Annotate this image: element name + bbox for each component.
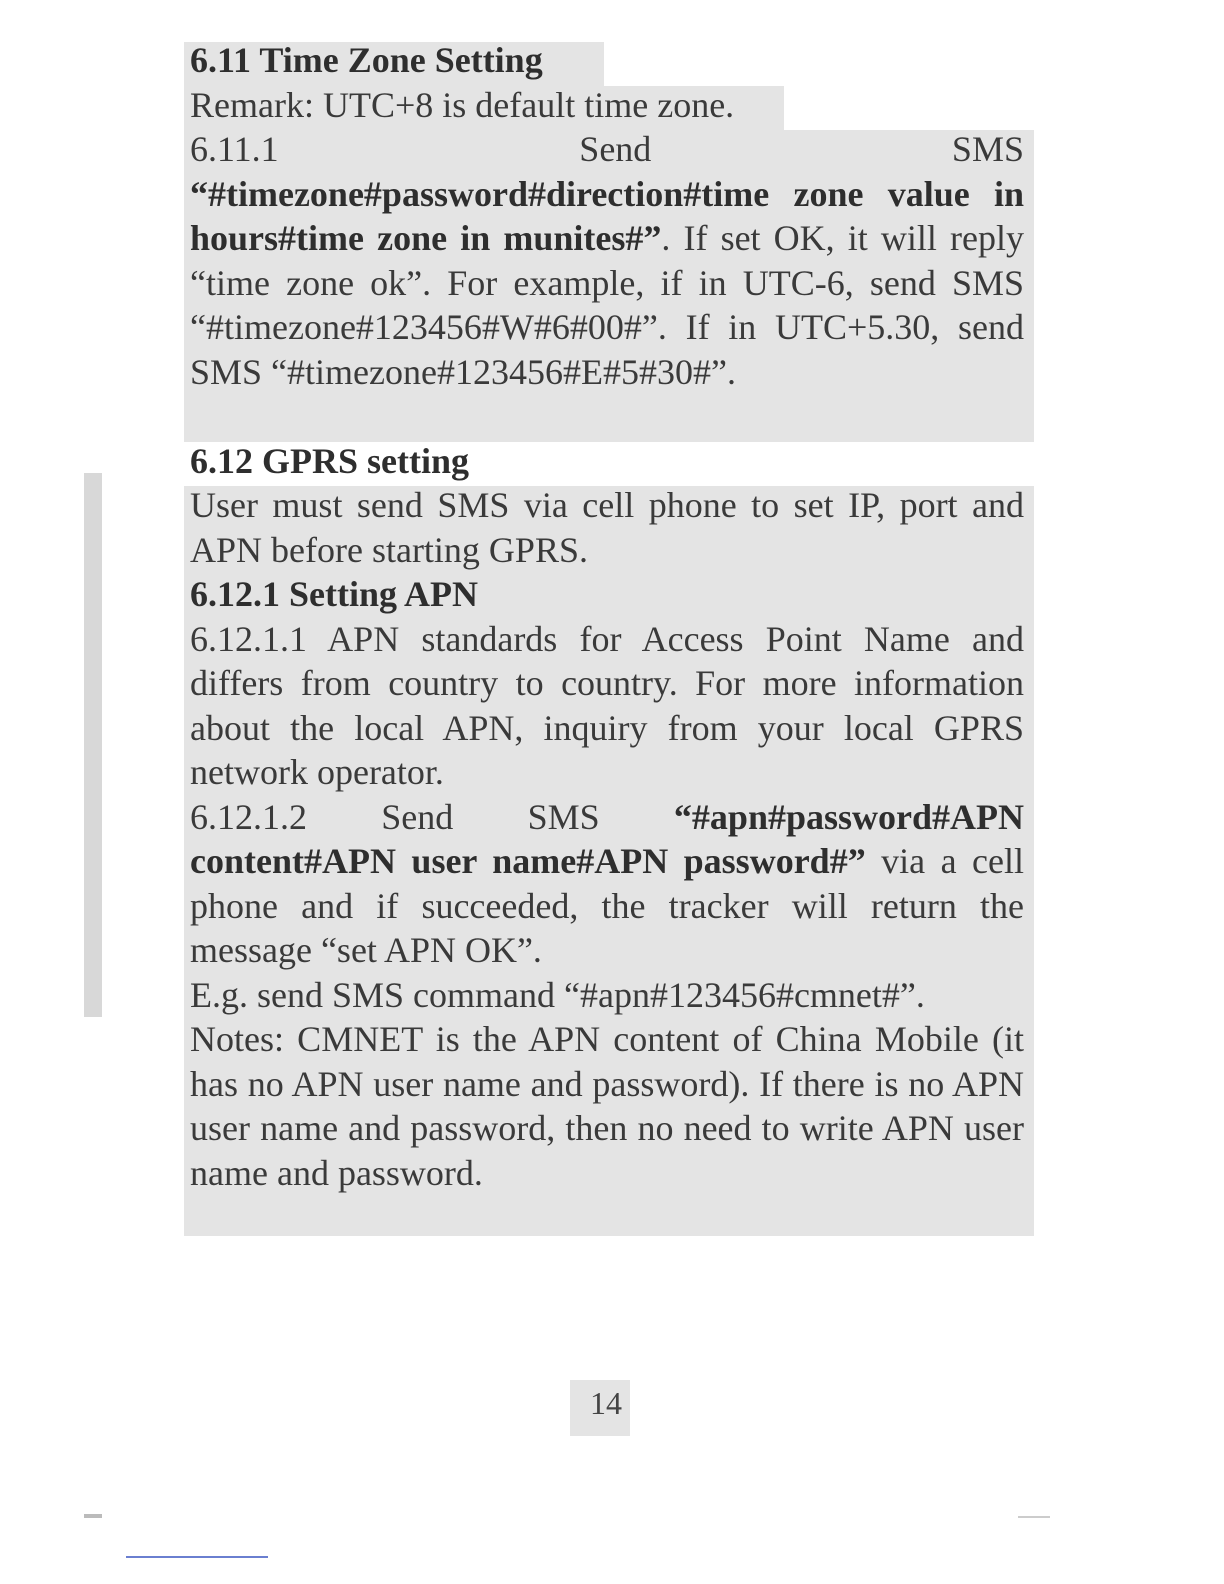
section-heading-6-11: 6.11 Time Zone Setting [190, 40, 543, 80]
page-edge-bar [84, 473, 102, 1017]
timezone-explanation: . If set OK, it will reply “time zone ok”. For example, if in UTC-6, send SMS “#timezone#123456#W#6#00#”. If in UTC+5.30, send SMS “#timezone#123456#E#5#30#”. [190, 218, 1024, 392]
remark-text: Remark: UTC+8 is default time zone. [190, 84, 735, 125]
send-word: Send [579, 129, 652, 169]
footer-underline [126, 1556, 268, 1558]
scan-mark [1018, 1516, 1050, 1518]
timezone-command: “#timezone#password#direction#time zone value in hours#time zone in munites#” [190, 173, 1024, 258]
page-number: 14 [590, 1385, 622, 1421]
document-body [190, 38, 1024, 1195]
gprs-intro: User must send SMS via cell phone to set IP, port and APN before starting GPRS. [190, 485, 1024, 570]
timezone-paragraph [190, 172, 1024, 395]
subheading-6-12-1: 6.12.1 Setting APN [190, 574, 478, 614]
apn-prefix: 6.12.1.2 Send SMS [190, 796, 674, 837]
sms-word: SMS [951, 129, 1024, 169]
apn-paragraph-2 [190, 795, 1024, 973]
apn-suffix: via a cell phone and if succeeded, the tracker will return the message “set APN OK”. [190, 841, 1024, 970]
apn-notes: Notes: CMNET is the APN content of China Mobile (it has no APN user name and password). If there is no APN user name and password, then no need to write APN user name and password. [190, 1019, 1024, 1193]
section-heading-6-12: 6.12 GPRS setting [190, 440, 469, 481]
apn-command: “#apn#password#APN content#APN user name#APN password#” [190, 796, 1024, 881]
apn-paragraph-1: 6.12.1.1 APN standards for Access Point Name and differs from country to country. For more information about the local APN, inquiry from your local GPRS network operator. [190, 618, 1024, 792]
apn-example: E.g. send SMS command “#apn#123456#cmnet#”. [190, 974, 925, 1015]
item-6-11-1-line [190, 127, 1024, 172]
item-number: 6.11.1 [190, 129, 279, 169]
scan-mark [84, 1514, 102, 1518]
